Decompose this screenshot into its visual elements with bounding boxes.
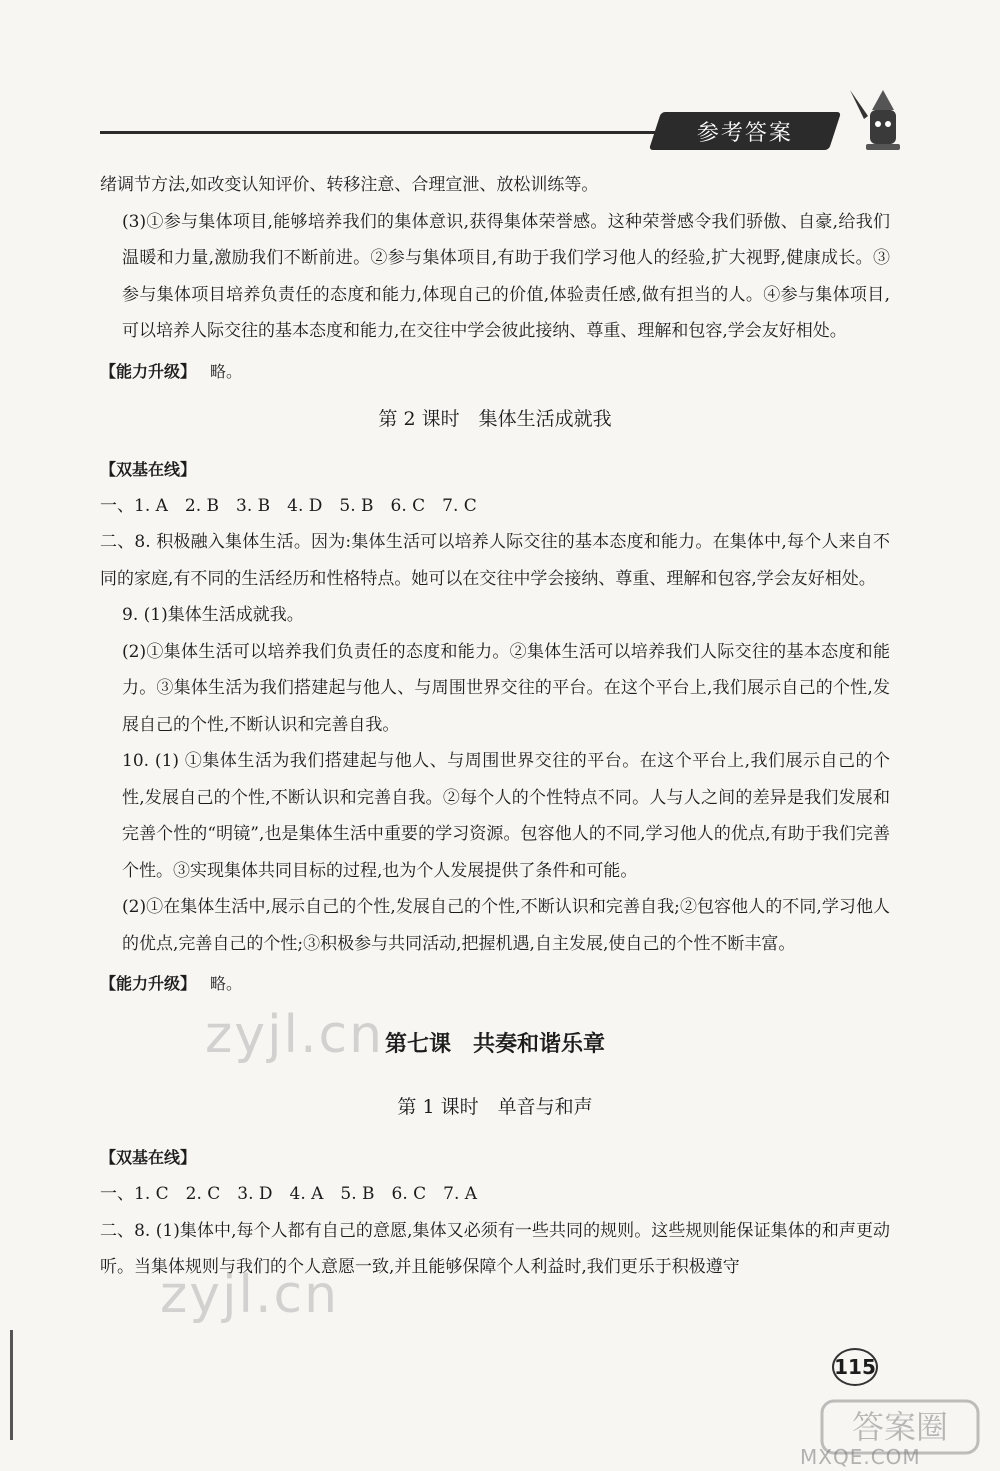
answer-paragraph: 二、8. 积极融入集体生活。因为:集体生活可以培养人际交往的基本态度和能力。在集体中,每个人来自不同的家庭,有不同的生活经历和性格特点。她可以在交往中学会接纳、尊重、理解和包容,学会友好相处。 — [100, 532, 890, 589]
section-label-text: 【双基在线】 — [100, 1148, 197, 1167]
lesson-title: 第 2 课时 集体生活成就我 — [378, 407, 612, 430]
answer-content — [100, 167, 890, 1286]
section-label — [100, 1140, 890, 1176]
answer-paragraph: (3)①参与集体项目,能够培养我们的集体意识,获得集体荣誉感。这种荣誉感令我们骄傲、自豪,给我们温暖和力量,激励我们不断前进。②参与集体项目,有助于我们学习他人的经验,扩大视野,健康成长。③参与集体项目培养负责任的态度和能力,体现自己的价值,体验责任感,做有担当的人。④参与集体项目,可以培养人际交往的基本态度和能力,在交往中学会彼此接纳、尊重、理解和包容,学会友好相处。 — [122, 211, 890, 341]
lesson-title: 第 1 课时 单音与和声 — [397, 1096, 593, 1118]
answer-paragraph: 一、1. A 2. B 3. B 4. D 5. B 6. C 7. C — [100, 495, 477, 516]
answer-paragraph: (2)①集体生活可以培养我们负责任的态度和能力。②集体生活可以培养我们人际交往的基本态度和能力。③集体生活为我们搭建起与他人、与周围世界交往的平台。在这个平台上,我们展示自己的个性,发展自己的个性,不断认识和完善自我。 — [122, 641, 890, 735]
scan-edge-mark — [10, 1330, 13, 1440]
chapter-title: 第七课 共奏和谐乐章 — [384, 1032, 605, 1057]
section-label-text: 【能力升级】 — [100, 974, 197, 993]
page-number: 115 — [832, 1348, 878, 1386]
answer-paragraph: 绪调节方法,如改变认知评价、转移注意、合理宣泄、放松训练等。 — [100, 175, 599, 195]
header-banner — [649, 112, 841, 150]
section-label-note: 略。 — [210, 974, 243, 993]
watermark-logo-text: 答案圈 — [851, 1408, 949, 1446]
answer-paragraph: 10. (1) ①集体生活为我们搭建起与他人、与周围世界交往的平台。在这个平台上,我们展示自己的个性,发展自己的个性,不断认识和完善自我。②每个人的个性特点不同。人与人之间的差异是我们发展和完善个性的“明镜”,也是集体生活中重要的学习资源。包容他人的不同,学习他人的优点,有助于我们完善个性。③实现集体共同目标的过程,也为个人发展提供了条件和可能。 — [122, 751, 890, 881]
answer-paragraph: 一、1. C 2. C 3. D 4. A 5. B 6. C 7. A — [100, 1184, 478, 1204]
watermark-low: zyjl.cn — [160, 1265, 340, 1325]
header-banner-text: 参考答案 — [696, 120, 793, 146]
answer-paragraph: (2)①在集体生活中,展示自己的个性,发展自己的个性,不断认识和完善自我;②包容他人的不同,学习他人的优点,完善自己的个性;③积极参与共同活动,把握机遇,自主发展,使自己的个性不断丰富。 — [122, 897, 890, 954]
watermark-mid: zyjl.cn — [205, 1005, 385, 1065]
answer-paragraph: 9. (1)集体生活成就我。 — [122, 605, 304, 625]
section-label-text: 【双基在线】 — [100, 459, 197, 479]
section-label — [100, 452, 890, 488]
section-label — [100, 354, 890, 390]
pencil-mascot-icon — [842, 88, 912, 158]
answer-paragraph: 二、8. (1)集体中,每个人都有自己的意愿,集体又必须有一些共同的规则。这些规则能保证集体的和声更动听。当集体规则与我们的个人意愿一致,并且能够保障个人利益时,我们更乐于积极遵守 — [100, 1220, 890, 1277]
watermark-site: MXQE.COM — [800, 1445, 921, 1469]
section-label-text: 【能力升级】 — [100, 361, 197, 381]
section-label-note: 略。 — [210, 361, 243, 381]
section-label — [100, 966, 890, 1002]
header-rule — [100, 131, 660, 134]
